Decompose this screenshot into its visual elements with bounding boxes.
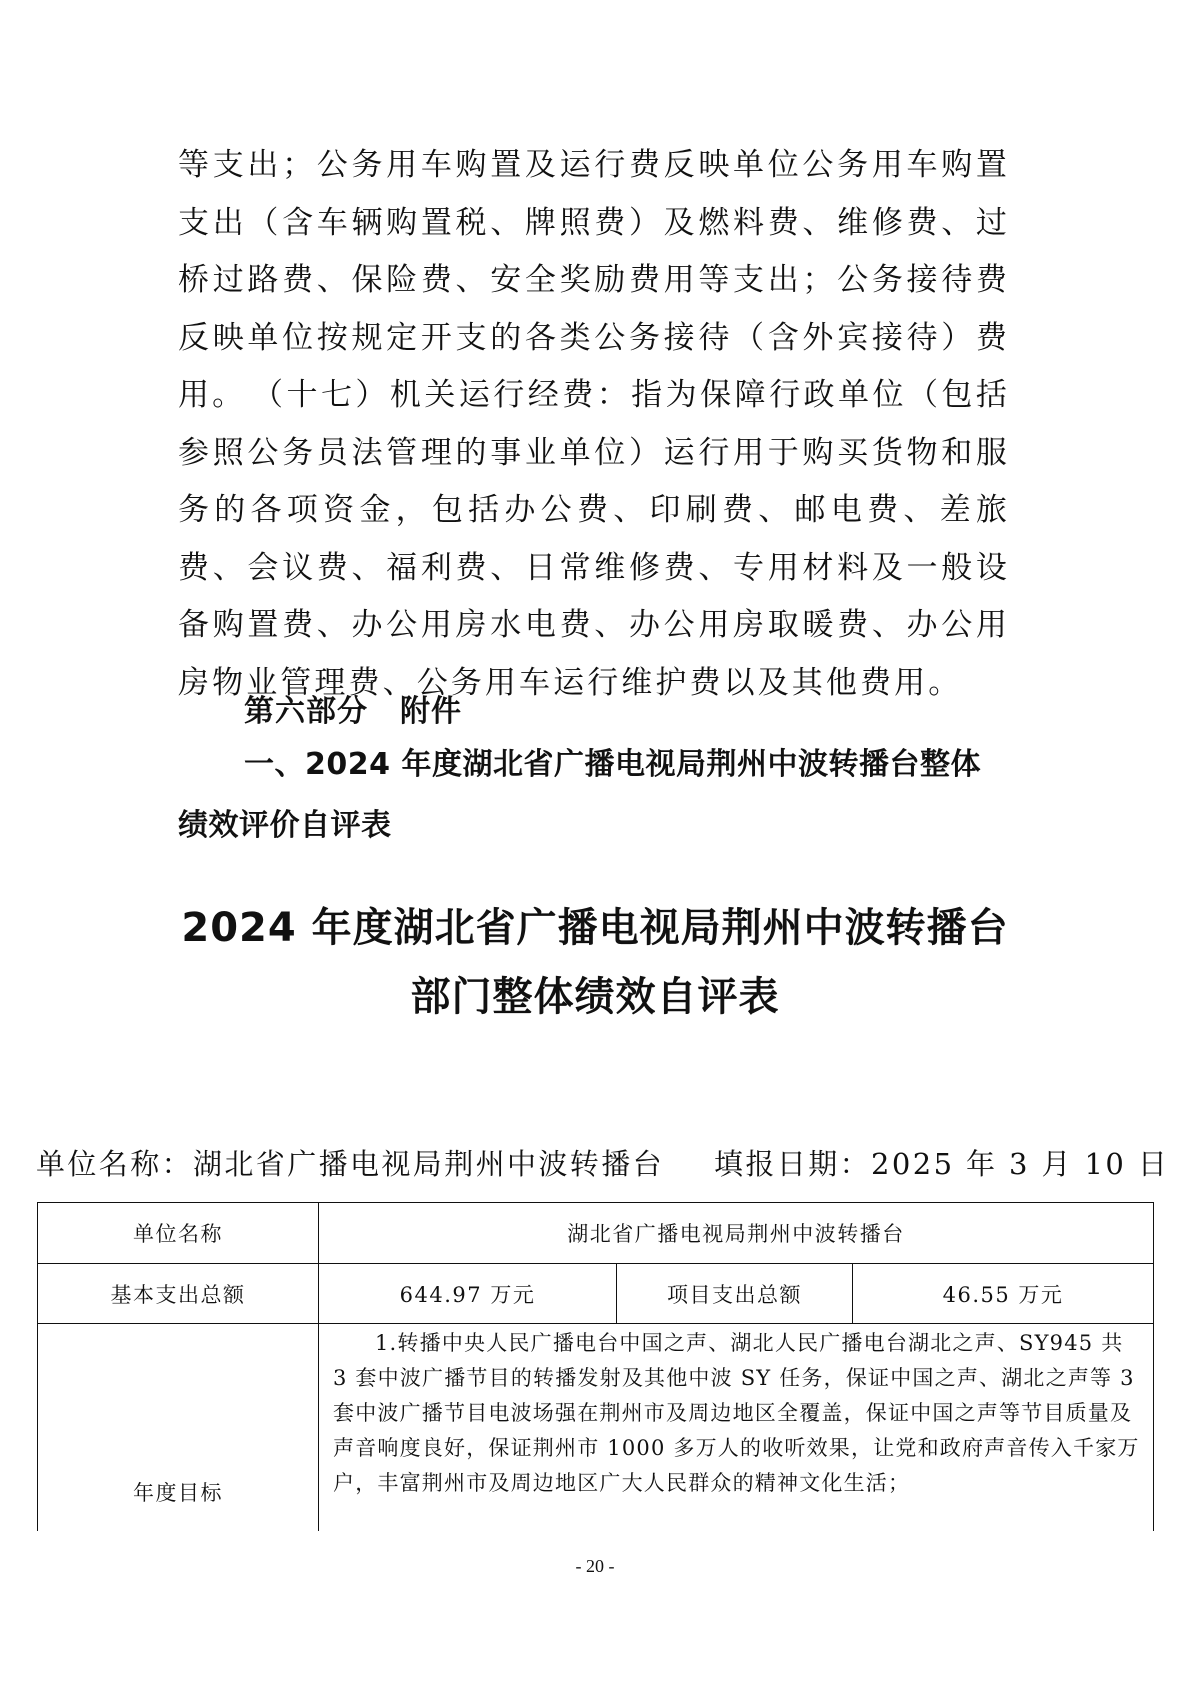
fill-date-label: 填报日期：2025 年 3 月 10 日 xyxy=(714,1147,1170,1181)
section-name: 附件 xyxy=(400,694,462,729)
paragraph-operating-expenses: （十七）机关运行经费：指为保障行政单位（包括参照公务员法管理的事业单位）运行用于购买货物和服务的各项资金，包括办公费、印刷费、邮电费、差旅费、会议费、福利费、日常维修费、专用材料及一般设备购置费、办公用房水电费、办公用房取暖费、办公用房物业管理费、公务用车运行维护费以及其他费用。 xyxy=(178,377,1010,701)
self-evaluation-table xyxy=(37,1202,1154,1531)
unit-and-date-line xyxy=(36,1142,1169,1183)
unit-name-value: 湖北省广播电视局荆州中波转播台 xyxy=(319,1203,1154,1264)
section-part: 第六部分 xyxy=(244,694,368,729)
table-row xyxy=(38,1264,1154,1324)
form-title-line1: 2024 年度湖北省广播电视局荆州中波转播台 xyxy=(181,905,1009,951)
basic-expenditure-value: 644.97 万元 xyxy=(319,1264,617,1324)
table-row xyxy=(38,1203,1154,1264)
annual-goal-header: 年度目标 xyxy=(38,1324,319,1531)
project-expenditure-header: 项目支出总额 xyxy=(617,1264,853,1324)
attachment-title: 一、2024 年度湖北省广播电视局荆州中波转播台整体绩效评价自评表 xyxy=(178,747,981,843)
unit-name-header: 单位名称 xyxy=(38,1203,319,1264)
page-number: - 20 - xyxy=(575,1556,615,1576)
basic-expenditure-header: 基本支出总额 xyxy=(38,1264,319,1324)
annual-goal-text: 1.转播中央人民广播电台中国之声、湖北人民广播电台湖北之声、SY945 共 3 套中波广播节目的转播发射及其他中波 SY 任务，保证中国之声、湖北之声等 3 套中波广播节目电波场强在荆州市及周边地区全覆盖，保证中国之声等节目质量及声音响度良好，保证荆州市 1000 多万人的收听效果，让党和政府声音传入千家万户，丰富荆州市及周边地区广大人民群众的精神文化生活； xyxy=(319,1324,1154,1531)
section-heading xyxy=(244,686,462,730)
unit-name-label: 单位名称：湖北省广播电视局荆州中波转播台 xyxy=(36,1147,665,1181)
table-row xyxy=(38,1324,1154,1531)
form-title-line2: 部门整体绩效自评表 xyxy=(410,974,780,1020)
project-expenditure-value: 46.55 万元 xyxy=(853,1264,1154,1324)
paragraph-expense-definitions: 等支出；公务用车购置及运行费反映单位公务用车购置支出（含车辆购置税、牌照费）及燃料费、维修费、过桥过路费、保险费、安全奖励费用等支出；公务接待费反映单位按规定开支的各类公务接待（含外宾接待）费用。 xyxy=(178,147,1010,413)
